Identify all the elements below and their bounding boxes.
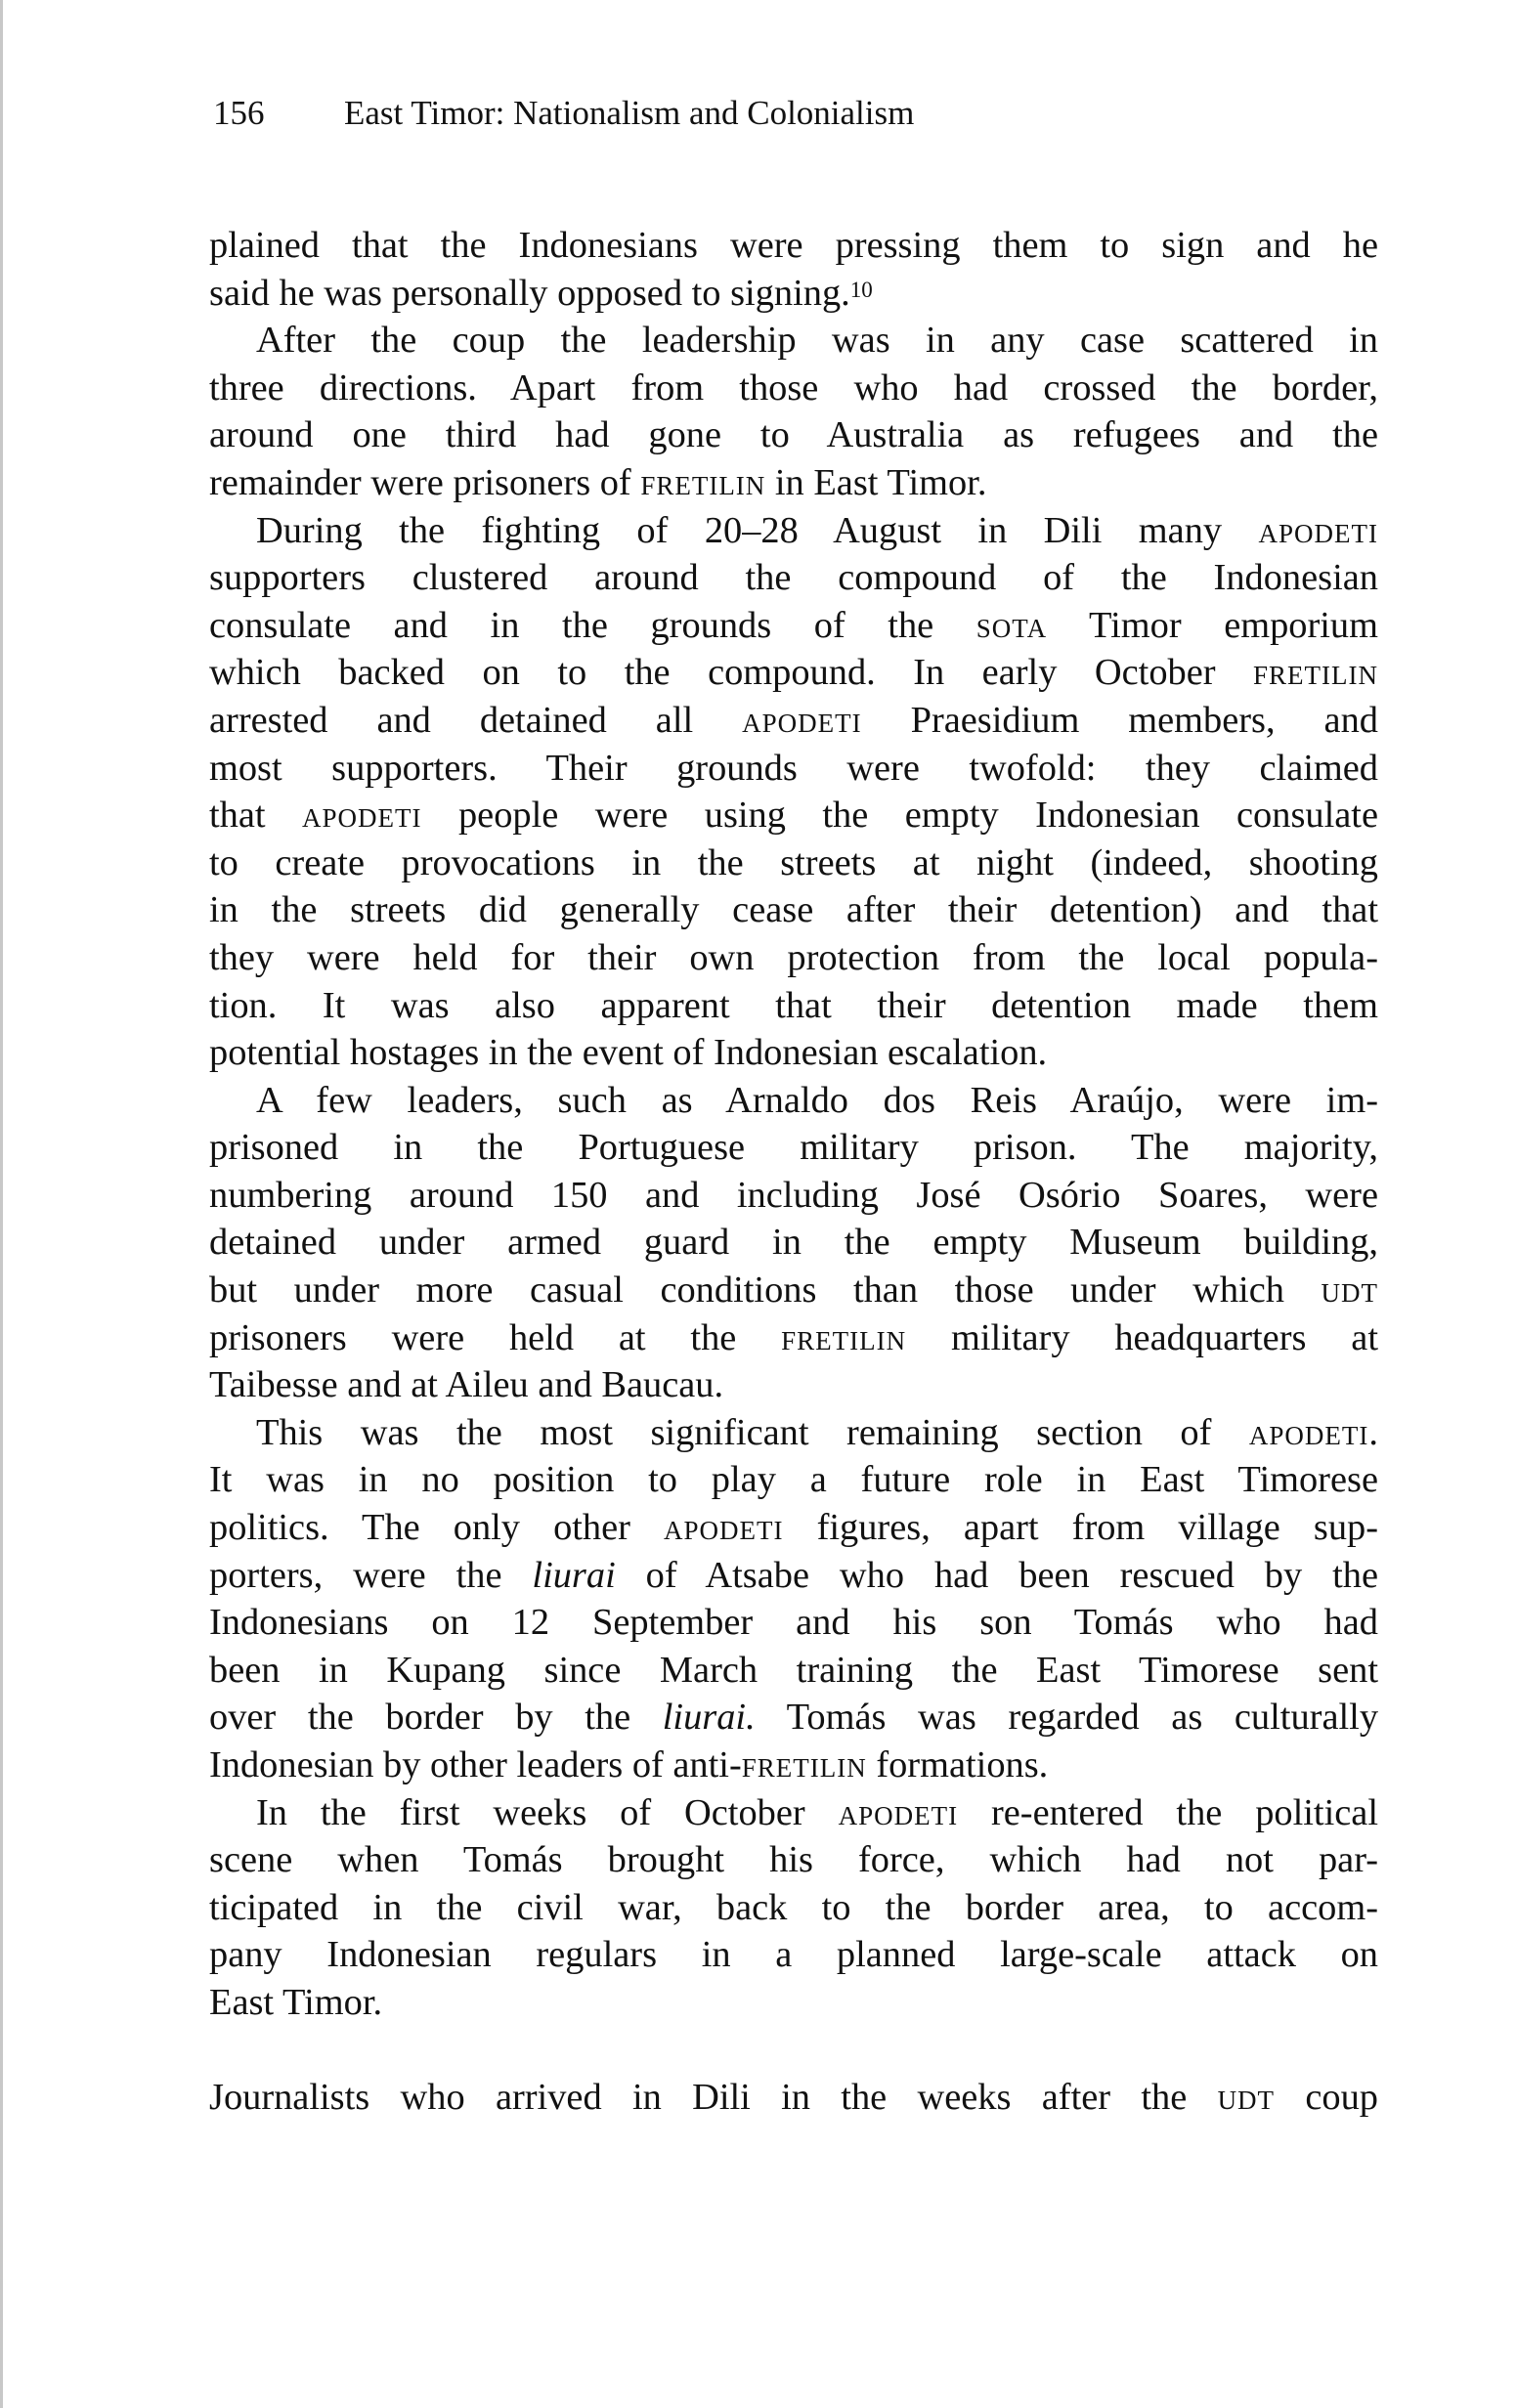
text-line: Journalists who arrived in Dili in the weeks after the udt coup xyxy=(209,2077,1378,2119)
text-line: supporters clustered around the compound of the Indonesian xyxy=(209,557,1378,599)
text-line: prisoners were held at the fretilin military headquarters at xyxy=(209,1316,1378,1358)
text-line: around one third had gone to Australia as refugees and the xyxy=(209,414,1378,456)
running-head xyxy=(213,90,914,137)
text-line: been in Kupang since March training the East Timorese sent xyxy=(209,1649,1378,1691)
text-line: tion. It was also apparent that their detention made them xyxy=(209,984,1378,1026)
page-edge-shadow xyxy=(0,0,3,2408)
text-line: scene when Tomás brought his force, which had not par- xyxy=(209,1839,1378,1881)
text-line: A few leaders, such as Arnaldo dos Reis Araújo, were im- xyxy=(256,1079,1378,1121)
text-line: pany Indonesian regulars in a planned large-scale attack on xyxy=(209,1934,1378,1976)
text-line: detained under armed guard in the empty Museum building, xyxy=(209,1222,1378,1264)
text-line: Taibesse and at Aileu and Baucau. xyxy=(209,1364,724,1406)
running-title: East Timor: Nationalism and Colonialism xyxy=(344,94,915,132)
text-line: in the streets did generally cease after their detention) and that xyxy=(209,889,1378,931)
text-line: Indonesians on 12 September and his son Tomás who had xyxy=(209,1602,1378,1644)
text-line: It was in no position to play a future role in East Timorese xyxy=(209,1459,1378,1501)
text-line: but under more casual conditions than those under which udt xyxy=(209,1269,1378,1312)
text-line: arrested and detained all apodeti Praesidium members, and xyxy=(209,699,1378,741)
small-caps-acronym: fretilin xyxy=(1253,652,1378,694)
text-line: In the first weeks of October apodeti re-entered the political xyxy=(256,1791,1378,1833)
small-caps-acronym: fretilin xyxy=(781,1316,907,1358)
text-line: that apodeti people were using the empty Indonesian consulate xyxy=(209,795,1378,837)
small-caps-acronym: udt xyxy=(1321,1269,1378,1312)
text-line: plained that the Indonesians were pressing them to sign and he xyxy=(209,225,1378,266)
text-line: three directions. Apart from those who had crossed the border, xyxy=(209,366,1378,408)
text-line: most supporters. Their grounds were twofold: they claimed xyxy=(209,747,1378,789)
page-number: 156 xyxy=(213,94,265,132)
text-line: ticipated in the civil war, back to the border area, to accom- xyxy=(209,1886,1378,1928)
small-caps-acronym: fretilin xyxy=(640,461,766,503)
text-line: over the border by the liurai. Tomás was regarded as culturally xyxy=(209,1697,1379,1739)
text-line: they were held for their own protection from the local popula- xyxy=(209,936,1378,978)
italic-term: liurai. xyxy=(662,1697,756,1739)
text-line: potential hostages in the event of Indonesian escalation. xyxy=(209,1032,1048,1074)
text-line: Indonesian by other leaders of anti-fretilin formations. xyxy=(209,1744,1049,1785)
text-line: said he was personally opposed to signing.$^{10}$ xyxy=(209,272,873,314)
small-caps-acronym: sota xyxy=(975,604,1048,646)
small-caps-acronym: apodeti xyxy=(742,699,862,741)
small-caps-acronym: apodeti xyxy=(1258,509,1378,551)
footnote-marker: 10 xyxy=(849,276,873,302)
text-line: which backed on to the compound. In early October fretilin xyxy=(209,652,1378,694)
small-caps-acronym: apodeti xyxy=(302,795,422,837)
body-text xyxy=(209,222,1378,2122)
text-line: East Timor. xyxy=(209,1981,383,2023)
text-line: numbering around 150 and including José Osório Soares, were xyxy=(209,1174,1378,1216)
text-line: During the fighting of 20–28 August in Dili many apodeti xyxy=(256,509,1378,551)
small-caps-acronym: apodeti xyxy=(1248,1411,1369,1453)
text-line: This was the most significant remaining section of apodeti. xyxy=(256,1411,1378,1453)
small-caps-acronym: apodeti xyxy=(838,1791,959,1833)
text-line: prisoned in the Portuguese military prison. The majority, xyxy=(209,1127,1378,1169)
small-caps-acronym: udt xyxy=(1217,2077,1276,2119)
text-line: to create provocations in the streets at night (indeed, shooting xyxy=(209,841,1378,883)
text-line: porters, were the liurai of Atsabe who had been rescued by the xyxy=(209,1554,1378,1596)
text-line: consulate and in the grounds of the sota Timor emporium xyxy=(209,604,1378,646)
italic-term: liurai xyxy=(532,1554,616,1596)
small-caps-acronym: apodeti xyxy=(664,1507,784,1549)
small-caps-acronym: fretilin xyxy=(741,1744,867,1785)
text-line: remainder were prisoners of fretilin in East Timor. xyxy=(209,461,987,503)
text-line: politics. The only other apodeti figures, apart from village sup- xyxy=(209,1507,1378,1549)
section-gap xyxy=(209,2027,1378,2075)
text-line: After the coup the leadership was in any case scattered in xyxy=(256,320,1378,362)
